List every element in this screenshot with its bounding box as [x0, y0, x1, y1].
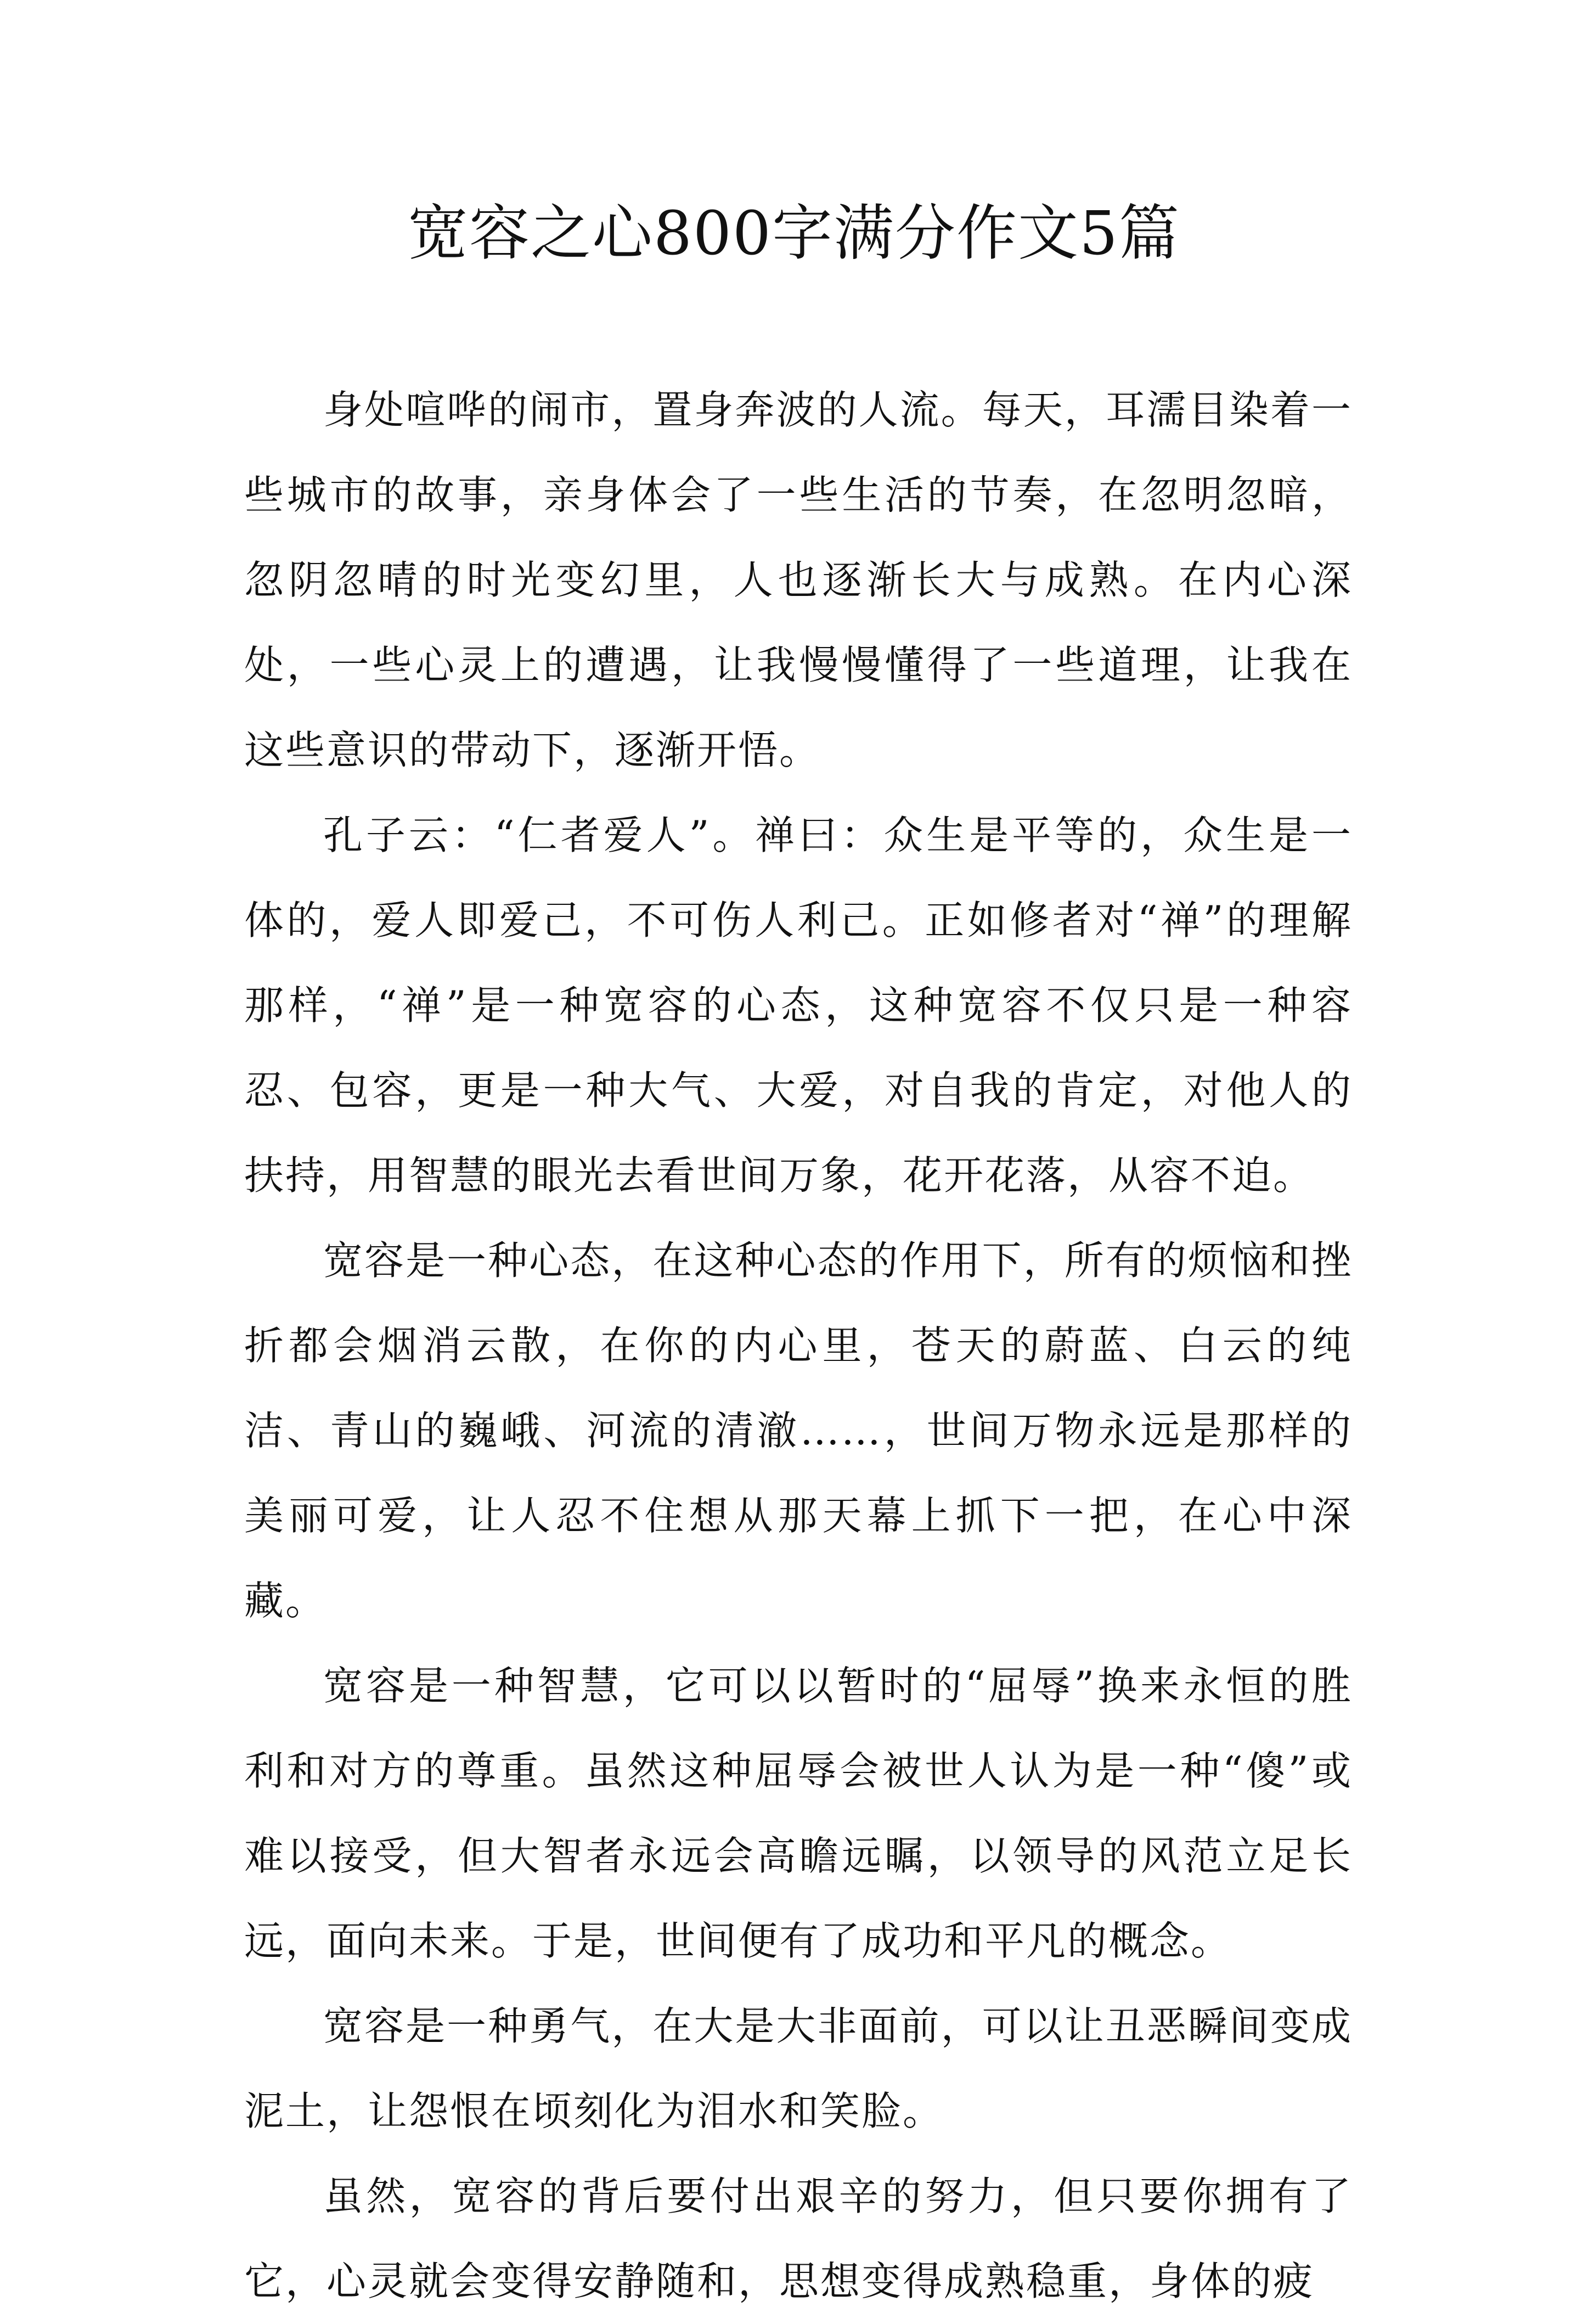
paragraph-1: 身处喧哗的闹市，置身奔波的人流。每天，耳濡目染着一些城市的故事，亲身体会了一些生活的节奏，在忽明忽暗，忽阴忽晴的时光变幻里，人也逐渐长大与成熟。在内心深处，一些心灵上的遭遇，让我慢慢懂得了一些道理，让我在这些意识的带动下，逐渐开悟。	[244, 387, 1353, 773]
document-title: 宽容之心800字满分作文5篇	[408, 198, 1180, 268]
paragraph-2: 孔子云：“仁者爱人”。禅曰：众生是平等的，众生是一体的，爱人即爱己，不可伤人利己。正如修者对“禅”的理解那样，“禅”是一种宽容的心态，这种宽容不仅只是一种容忍、包容，更是一种大气、大爱，对自我的肯定，对他人的扶持，用智慧的眼光去看世间万象，花开花落，从容不迫。	[244, 812, 1353, 1198]
paragraph-4: 宽容是一种智慧，它可以以暂时的“屈辱”换来永恒的胜利和对方的尊重。虽然这种屈辱会被世人认为是一种“傻”或难以接受，但大智者永远会高瞻远瞩，以领导的风范立足长远，面向未来。于是，世间便有了成功和平凡的概念。	[244, 1663, 1353, 1964]
paragraph-6: 虽然，宽容的背后要付出艰辛的努力，但只要你拥有了它，心灵就会变得安静随和，思想变得成熟稳重，身体的疲	[244, 2173, 1353, 2304]
paragraph-3: 宽容是一种心态，在这种心态的作用下，所有的烦恼和挫折都会烟消云散，在你的内心里，苍天的蔚蓝、白云的纯洁、青山的巍峨、河流的清澈……，世间万物永远是那样的美丽可爱，让人忍不住想从那天幕上抓下一把，在心中深藏。	[244, 1237, 1353, 1624]
paragraph-5: 宽容是一种勇气，在大是大非面前，可以让丑恶瞬间变成泥土，让怨恨在顷刻化为泪水和笑脸。	[244, 2003, 1353, 2134]
document-body	[244, 368, 1353, 2324]
